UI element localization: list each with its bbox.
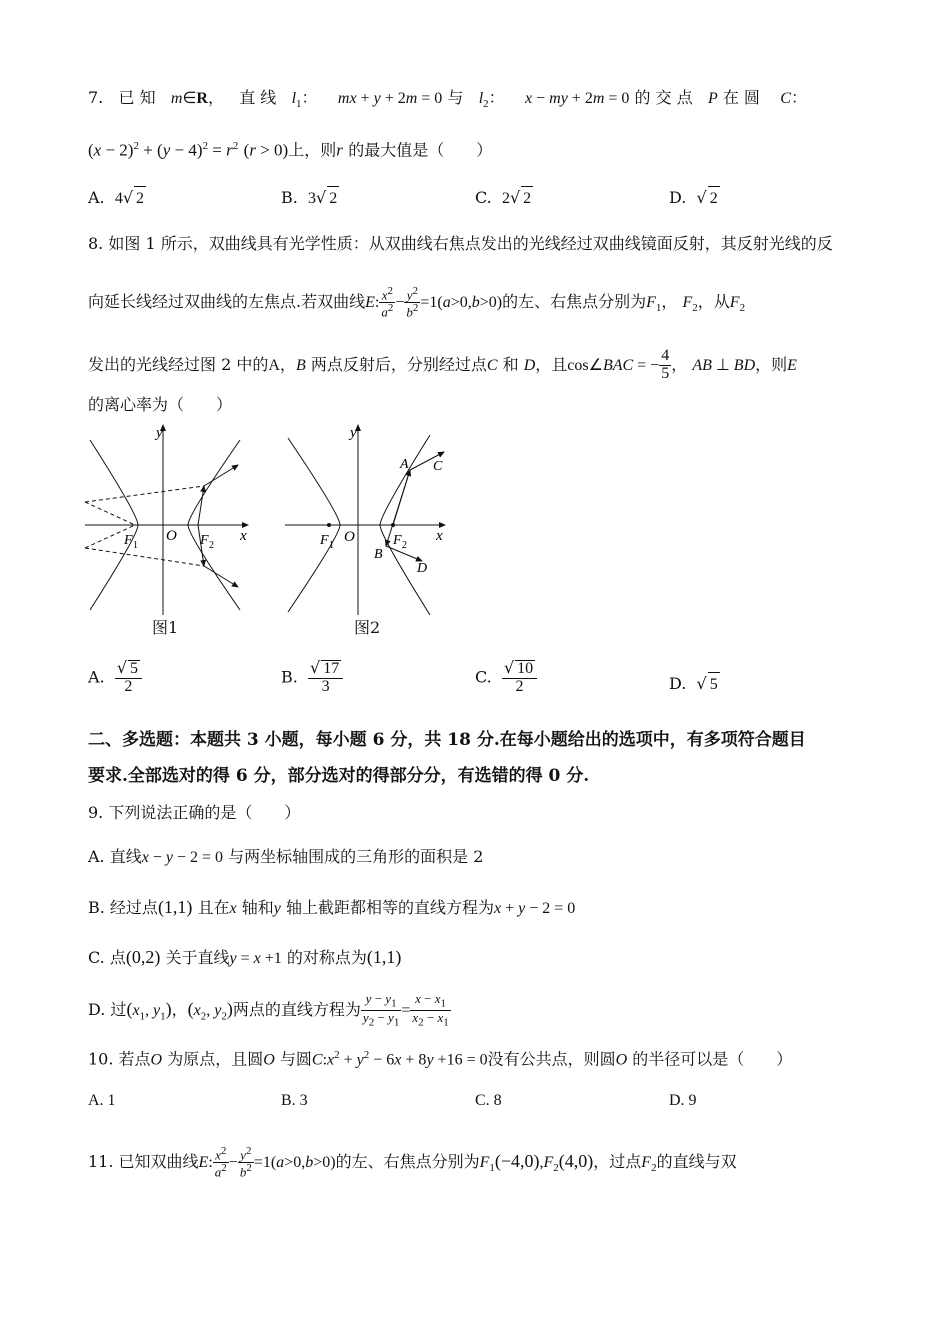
q9-option-c: C. 点(0,2) 关于直线y = x +1 的对称点为(1,1)	[88, 947, 402, 967]
svg-text:x: x	[240, 528, 247, 544]
svg-text:B: B	[374, 547, 383, 562]
q8-option-b: B. $\frac{√ 17}{3}$	[281, 660, 343, 696]
svg-text:A: A	[400, 457, 409, 472]
q7-option-a: A. 4√ 2	[88, 186, 146, 211]
q9-option-d: D. 过($x_1$, $y_1$)，($x_2$, $y_2$)两点的直线方程为 $\frac{y - y_1}{y_2 - y_1}$ = $\frac{x - x_1}{x_2 - x_1}$	[88, 991, 449, 1029]
figure-2-caption: 图2	[354, 618, 381, 637]
q9-option-a: A. 直线x − y − 2 = 0 与两坐标轴围成的三角形的面积是 2	[88, 847, 484, 866]
q7-option-b: B. 3√ 2	[281, 186, 339, 211]
svg-text:O: O	[166, 528, 177, 544]
svg-text:1: 1	[329, 540, 334, 551]
q10-stem: 10. 若点O 为原点，且圆O 与圆$C:x^2 + y^2 - 6x + 8y +16 = 0$没有公共点，则圆O 的半径可以是（ ）	[88, 1049, 793, 1069]
q10-option-b: B. 3	[281, 1092, 308, 1109]
q7-line2: $(x - 2)^2 + (y - 4)^2 = r^2$ (r > 0)上，则r 的最大值是（ ）	[88, 140, 493, 160]
svg-text:2: 2	[402, 540, 407, 551]
svg-text:F: F	[393, 533, 402, 548]
section-2-header-line1: 二、多选题：本题共 3 小题，每小题 6 分，共 18 分.在每小题给出的选项中，有多项符合题目	[88, 730, 806, 750]
svg-text:C: C	[433, 459, 443, 474]
svg-text:y: y	[350, 425, 357, 441]
q8-option-d: D. √ 5	[669, 672, 720, 697]
q7-option-c: C. 2√ 2	[475, 186, 533, 211]
figure-1-caption: 图1	[152, 618, 179, 637]
svg-text:O: O	[344, 529, 355, 545]
q11-stem: 11. 已知双曲线E: $\frac{x^2}{a^2}$ − $\frac{y^2}{b^2}$ =1(a>0,b>0)的左、右焦点分别为$F_1(-4,0),F_2(4,0)$，过点$F_2$的直线与双	[88, 1145, 737, 1180]
q8-line4: 的离心率为（ ）	[88, 395, 233, 414]
svg-text:y: y	[156, 425, 163, 441]
svg-text:F: F	[200, 533, 209, 548]
svg-text:D: D	[417, 561, 428, 576]
q10-option-d: D. 9	[669, 1092, 697, 1109]
figure-1-hyperbola	[80, 420, 260, 620]
section-2-header-line2: 要求.全部选对的得 6 分，部分选对的得部分分，有选错的得 0 分.	[88, 766, 590, 786]
svg-text:x: x	[436, 528, 443, 544]
q8-option-a: A. $\frac{√ 5}{2}$	[88, 660, 142, 696]
svg-text:F: F	[320, 533, 329, 548]
q8-option-c: C. $\frac{√ 10}{2}$	[475, 660, 537, 696]
q7-option-d: D. √ 2	[669, 186, 720, 211]
svg-text:2: 2	[209, 540, 214, 551]
q8-line1: 8. 如图 1 所示，双曲线具有光学性质：从双曲线右焦点发出的光线经过双曲线镜面反射，其反射光线的反	[88, 234, 833, 253]
q7-number: 7.	[88, 88, 104, 107]
figure-2-hyperbola	[280, 420, 460, 620]
q8-line3: 发出的光线经过图 2 中的A，B 两点反射后，分别经过点C 和 D，且cos∠BAC = − $\frac{4}{5}$ ， AB ⊥ BD，则E	[88, 347, 797, 382]
q9-stem: 9. 下列说法正确的是（ ）	[88, 803, 301, 822]
q10-option-c: C. 8	[475, 1092, 502, 1109]
q7-line1: 7. 已 知 m∈R， 直 线 $l_1$： mx + y + 2m = 0 与 $l_2$： x − my + 2m = 0 的 交 点 P 在 圆 C：	[88, 88, 807, 111]
svg-text:1: 1	[133, 540, 138, 551]
svg-text:F: F	[124, 533, 133, 548]
q8-line2: 向延长线经过双曲线的左焦点.若双曲线E: $\frac{x^2}{a^2}$ − $\frac{y^2}{b^2}$ =1(a>0,b>0)的左、右焦点分别为$F_1$， $F_2$，从$F_2$	[88, 285, 746, 320]
q9-option-b: B. 经过点(1,1) 且在x 轴和y 轴上截距都相等的直线方程为x + y − 2 = 0	[88, 897, 576, 917]
q10-option-a: A. 1	[88, 1092, 116, 1109]
